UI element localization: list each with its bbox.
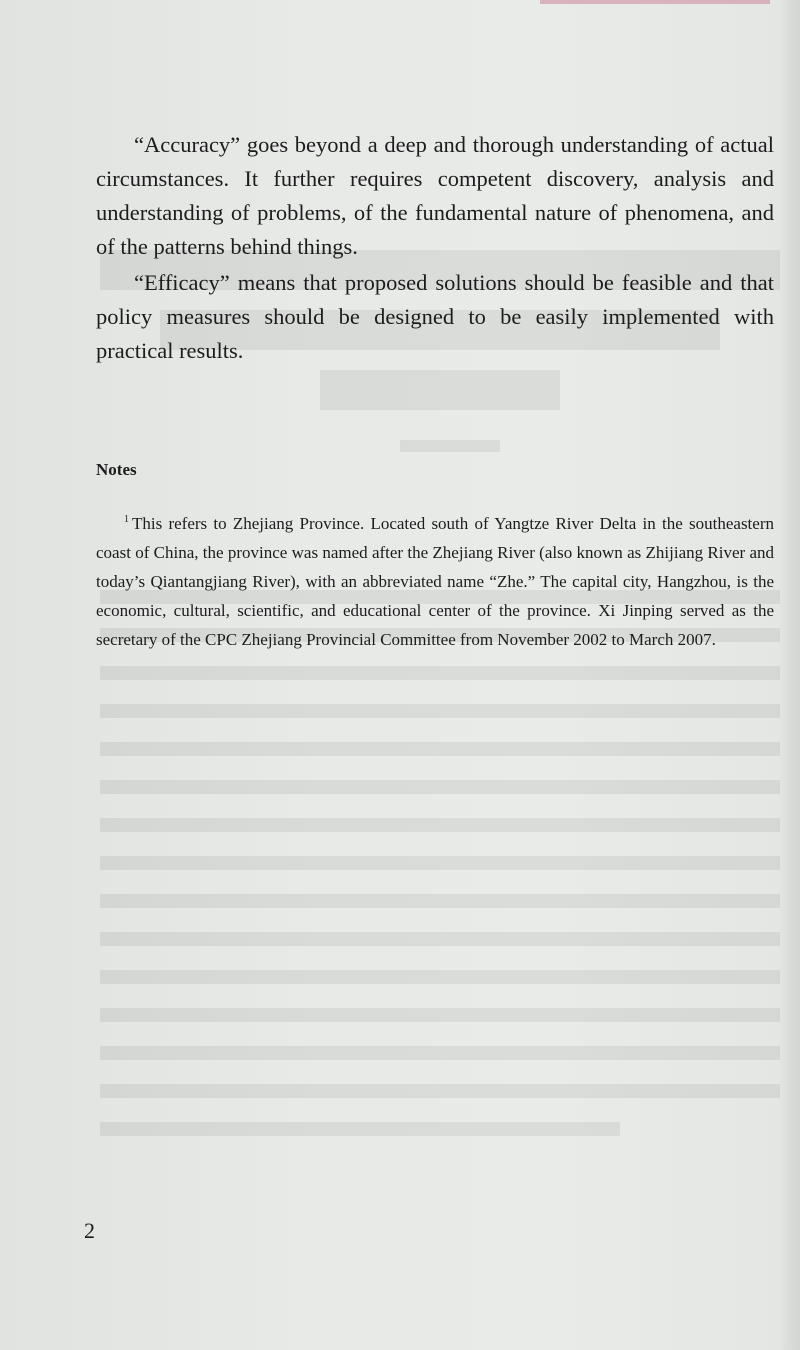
footnote-marker: 1 xyxy=(124,514,129,525)
footnote-1 xyxy=(96,505,774,654)
page-number: 2 xyxy=(84,1218,95,1243)
main-text xyxy=(96,128,774,370)
page-edge-shadow xyxy=(778,0,800,1350)
paragraph-efficacy: “Efficacy” means that proposed solutions should be feasible and that policy measures should be designed to be easily implemented with practical results. xyxy=(96,270,774,363)
page-top-mark xyxy=(540,0,770,4)
paragraph-accuracy: “Accuracy” goes beyond a deep and thorough understanding of actual circumstances. It further requires competent discovery, analysis and understanding of problems, of the fundamental nature of phenomena, and of the patterns behind things. xyxy=(96,132,774,259)
notes-heading: Notes xyxy=(96,460,137,479)
footnote-text: This refers to Zhejiang Province. Located south of Yangtze River Delta in the southeastern coast of China, the province was named after the Zhejiang River (also known as Zhijiang River and today’s Qiantangjiang River), with an abbreviated name “Zhe.” The capital city, Hangzhou, is the economic, cultural, scientific, and educational center of the province. Xi Jinping served as the secretary of the CPC Zhejiang Provincial Committee from November 2002 to March 2007. xyxy=(96,514,774,649)
bleed-through-decoration xyxy=(100,250,780,1200)
